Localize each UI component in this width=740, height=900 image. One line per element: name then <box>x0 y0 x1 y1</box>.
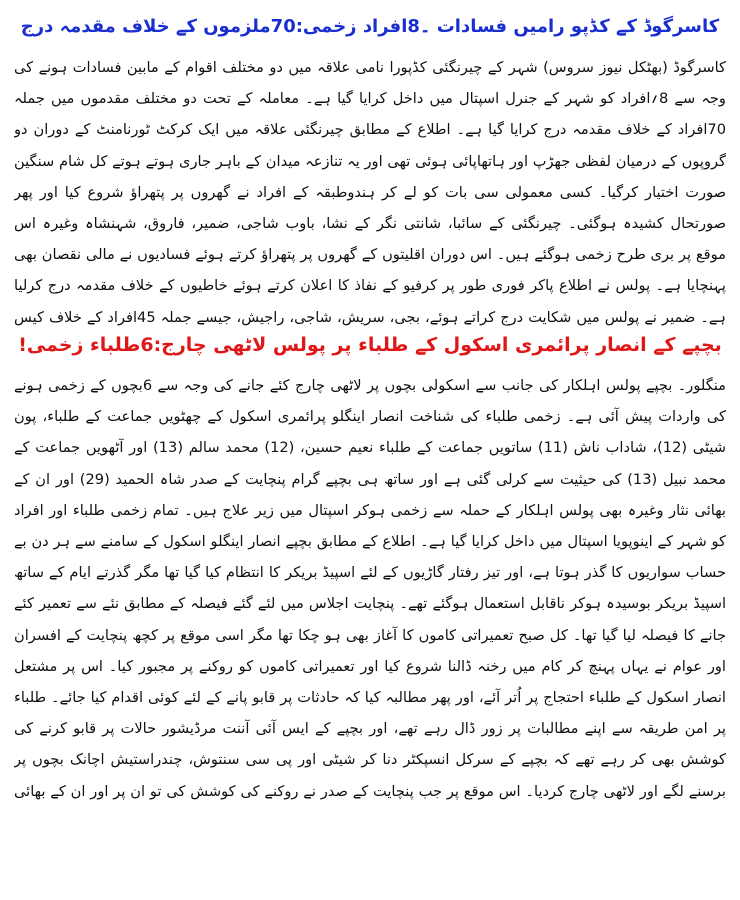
article-riots <box>14 4 726 326</box>
article-lathi-charge <box>14 326 726 810</box>
article-lathi-charge-body: منگلور۔ بچپے پولس اہلکار کی جانب سے اسکولی بچوں پر لاٹھی چارج کئے جانے کی وجہ سے 6بچوں کے زخمی ہونے کی واردات پیش آئی ہے۔ زخمی طلباء کی شناخت انصار اینگلو پرائمری اسکول کے چھٹویں جماعت کے طلباء، پون شیٹی (12)، شاداب ناش (11) ساتویں جماعت کے طلباء نعیم حسین، (12) محمد سالم (13) اور آٹھویں جماعت کے محمد نبیل (13) کی حیثیت سے کرلی گئی ہے اور ساتھ ہی بچپے گرام پنچایت کے صدر شاہ الحمید (29) اور ان کے بھائی نثار وغیرہ بھی پولس اہلکار کے حملہ سے زخمی ہوکر اسپتال میں زیر علاج ہیں۔ تمام زخمی طلباء اور افراد کو شہر کے اینوپویا اسپتال میں داخل کرایا گیا ہے۔ اطلاع کے مطابق بچپے انصار اینگلو اسکول کے سامنے سے ہر دن بے حساب سواریوں کا گذر ہوتا ہے، اور تیز رفتار گاڑیوں کے لئے اسپیڈ بریکر کا انتظام کیا گیا تھا مگر گذرتے ایام کے ساتھ اسپیڈ بریکر بوسیدہ ہوکر ناقابل استعمال ہوگئے تھے۔ پنچایت اجلاس میں لئے گئے فیصلہ کے مطابق نئے سے تعمیر کئے جانے کا فیصلہ لیا گیا تھا۔ کل صبح تعمیراتی کاموں کا آغاز بھی ہو چکا تھا مگر اسی موقع پر کچھ پنچایت کے افسران اور عوام نے یہاں پہنچ کر کام میں رخنہ ڈالنا شروع کیا اور تعمیراتی کاموں کو روکنے پر مجبور کیا۔ اس پر مشتعل انصار اسکول کے طلباء احتجاج پر اُتر آئے، اور پھر مطالبہ کیا کہ حادثات پر قابو پانے کے لئے کوئی اقدام کیا جائے۔ طلباء پر امن طریقہ سے اپنے مطالبات پر زور ڈال رہے تھے، اور بچپے کے ایس آئی آننت مرڈیشور حالات پر قابو کرنے کی کوشش بھی کر رہے تھے کہ بچپے کے سرکل انسپکٹر دنا کر شیٹی اور پی سی سنتوش، چندراستیش اچانک بچوں پر برسنے لگے اور لاٹھی چارج کردیا۔ اس موقع پر جب پنچایت کے صدر نے روکنے کی کوشش کی تو ان پر اور ان کے بھائی <box>14 377 726 800</box>
headline-lathi-charge: بچپے کے انصار پرائمری اسکول کے طلباء پر پولس لاٹھی چارج:6طلباء زخمی! <box>18 334 722 356</box>
article-riots-body: کاسرگوڈ (بھٹکل نیوز سروس) شہر کے چیرنگئی کڈپورا نامی علاقہ میں دو مختلف اقوام کے مابین فسادات ہونے کی وجہ سے 8؍افراد کو شہر کے جنرل اسپتال میں داخل کرایا گیا ہے۔ معاملہ کے تحت دو مختلف مقدموں میں جملہ 70افراد کے خلاف مقدمہ درج کرایا گیا ہے۔ اطلاع کے مطابق چیرنگئی علاقہ میں ایک کرکٹ ٹورنامنٹ کے دوران دو گروپوں کے درمیان لفظی جھڑپ اور ہاتھاپائی ہوئی تھی اور یہ تنازعہ میدان کے باہر جاری ہوتے ہوتے کل شام سنگین صورت اختیار کرگیا۔ کسی معمولی سی بات کو لے کر ہندوطبقہ کے افراد نے گھروں پر پتھراؤ شروع کیا اور پھر صورتحال کشیدہ ہوگئی۔ چیرنگئی کے سائبا، شانتی نگر کے نشا، باوب شاجی، ضمیر، فاروق، شہنشاہ وغیرہ اس موقع پر بری طرح زخمی ہوگئے ہیں۔ اس دوران اقلیتوں کے گھروں پر پتھراؤ کرتے ہوئے فسادیوں نے مالی نقصان بھی پہنچایا ہے۔ پولس نے اطلاع پاکر فوری طور پر کرفیو کے نفاذ کا اعلان کرتے ہوئے خاطیوں کے خلاف مقدمہ درج کرلیا ہے۔ ضمیر نے پولس میں شکایت درج کراتے ہوئے، بجی، سریش، شاجی، راجیش، جیسے جملہ 45افراد کے خلاف کیس <box>14 59 726 326</box>
headline-riots: کاسرگوڈ کے کڈپو رامیں فسادات ۔8افراد زخمی:70ملزموں کے خلاف مقدمہ درج <box>20 16 720 37</box>
